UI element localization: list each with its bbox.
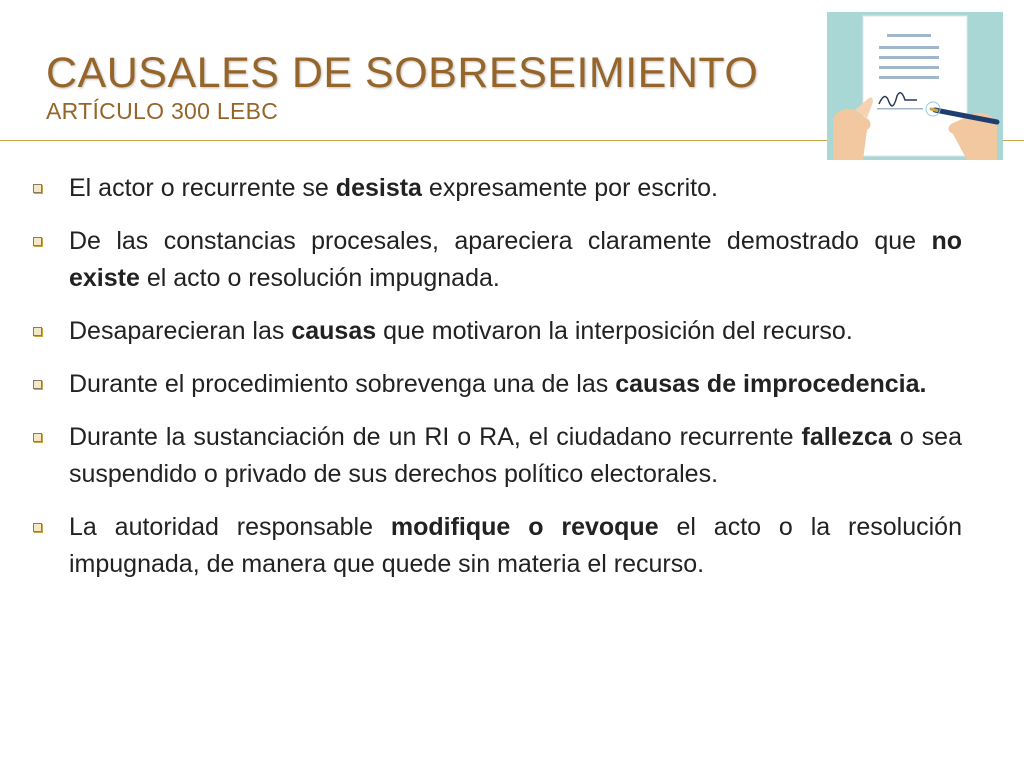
- square-bullet-icon: [33, 184, 42, 193]
- list-item: Desaparecieran las causas que motivaron la interposición del recurso.: [30, 313, 962, 350]
- signing-document-icon: [827, 12, 1003, 160]
- square-bullet-icon: [33, 523, 42, 532]
- list-item: De las constancias procesales, apareciera claramente demostrado que no existe el acto o resolución impugnada.: [30, 223, 962, 297]
- causes-list: [30, 170, 962, 599]
- square-bullet-icon: [33, 237, 42, 246]
- slide-title: CAUSALES DE SOBRESEIMIENTO: [46, 49, 759, 97]
- square-bullet-icon: [33, 433, 42, 442]
- square-bullet-icon: [33, 380, 42, 389]
- slide-subtitle: ARTÍCULO 300 LEBC: [46, 98, 279, 124]
- list-item: Durante el procedimiento sobrevenga una de las causas de improcedencia.: [30, 366, 962, 403]
- list-item: El actor o recurrente se desista expresamente por escrito.: [30, 170, 962, 207]
- list-item: La autoridad responsable modifique o revoque el acto o la resolución impugnada, de manera que quede sin materia el recurso.: [30, 509, 962, 583]
- list-item: Durante la sustanciación de un RI o RA, el ciudadano recurrente fallezca o sea suspendido o privado de sus derechos político electorales.: [30, 419, 962, 493]
- square-bullet-icon: [33, 327, 42, 336]
